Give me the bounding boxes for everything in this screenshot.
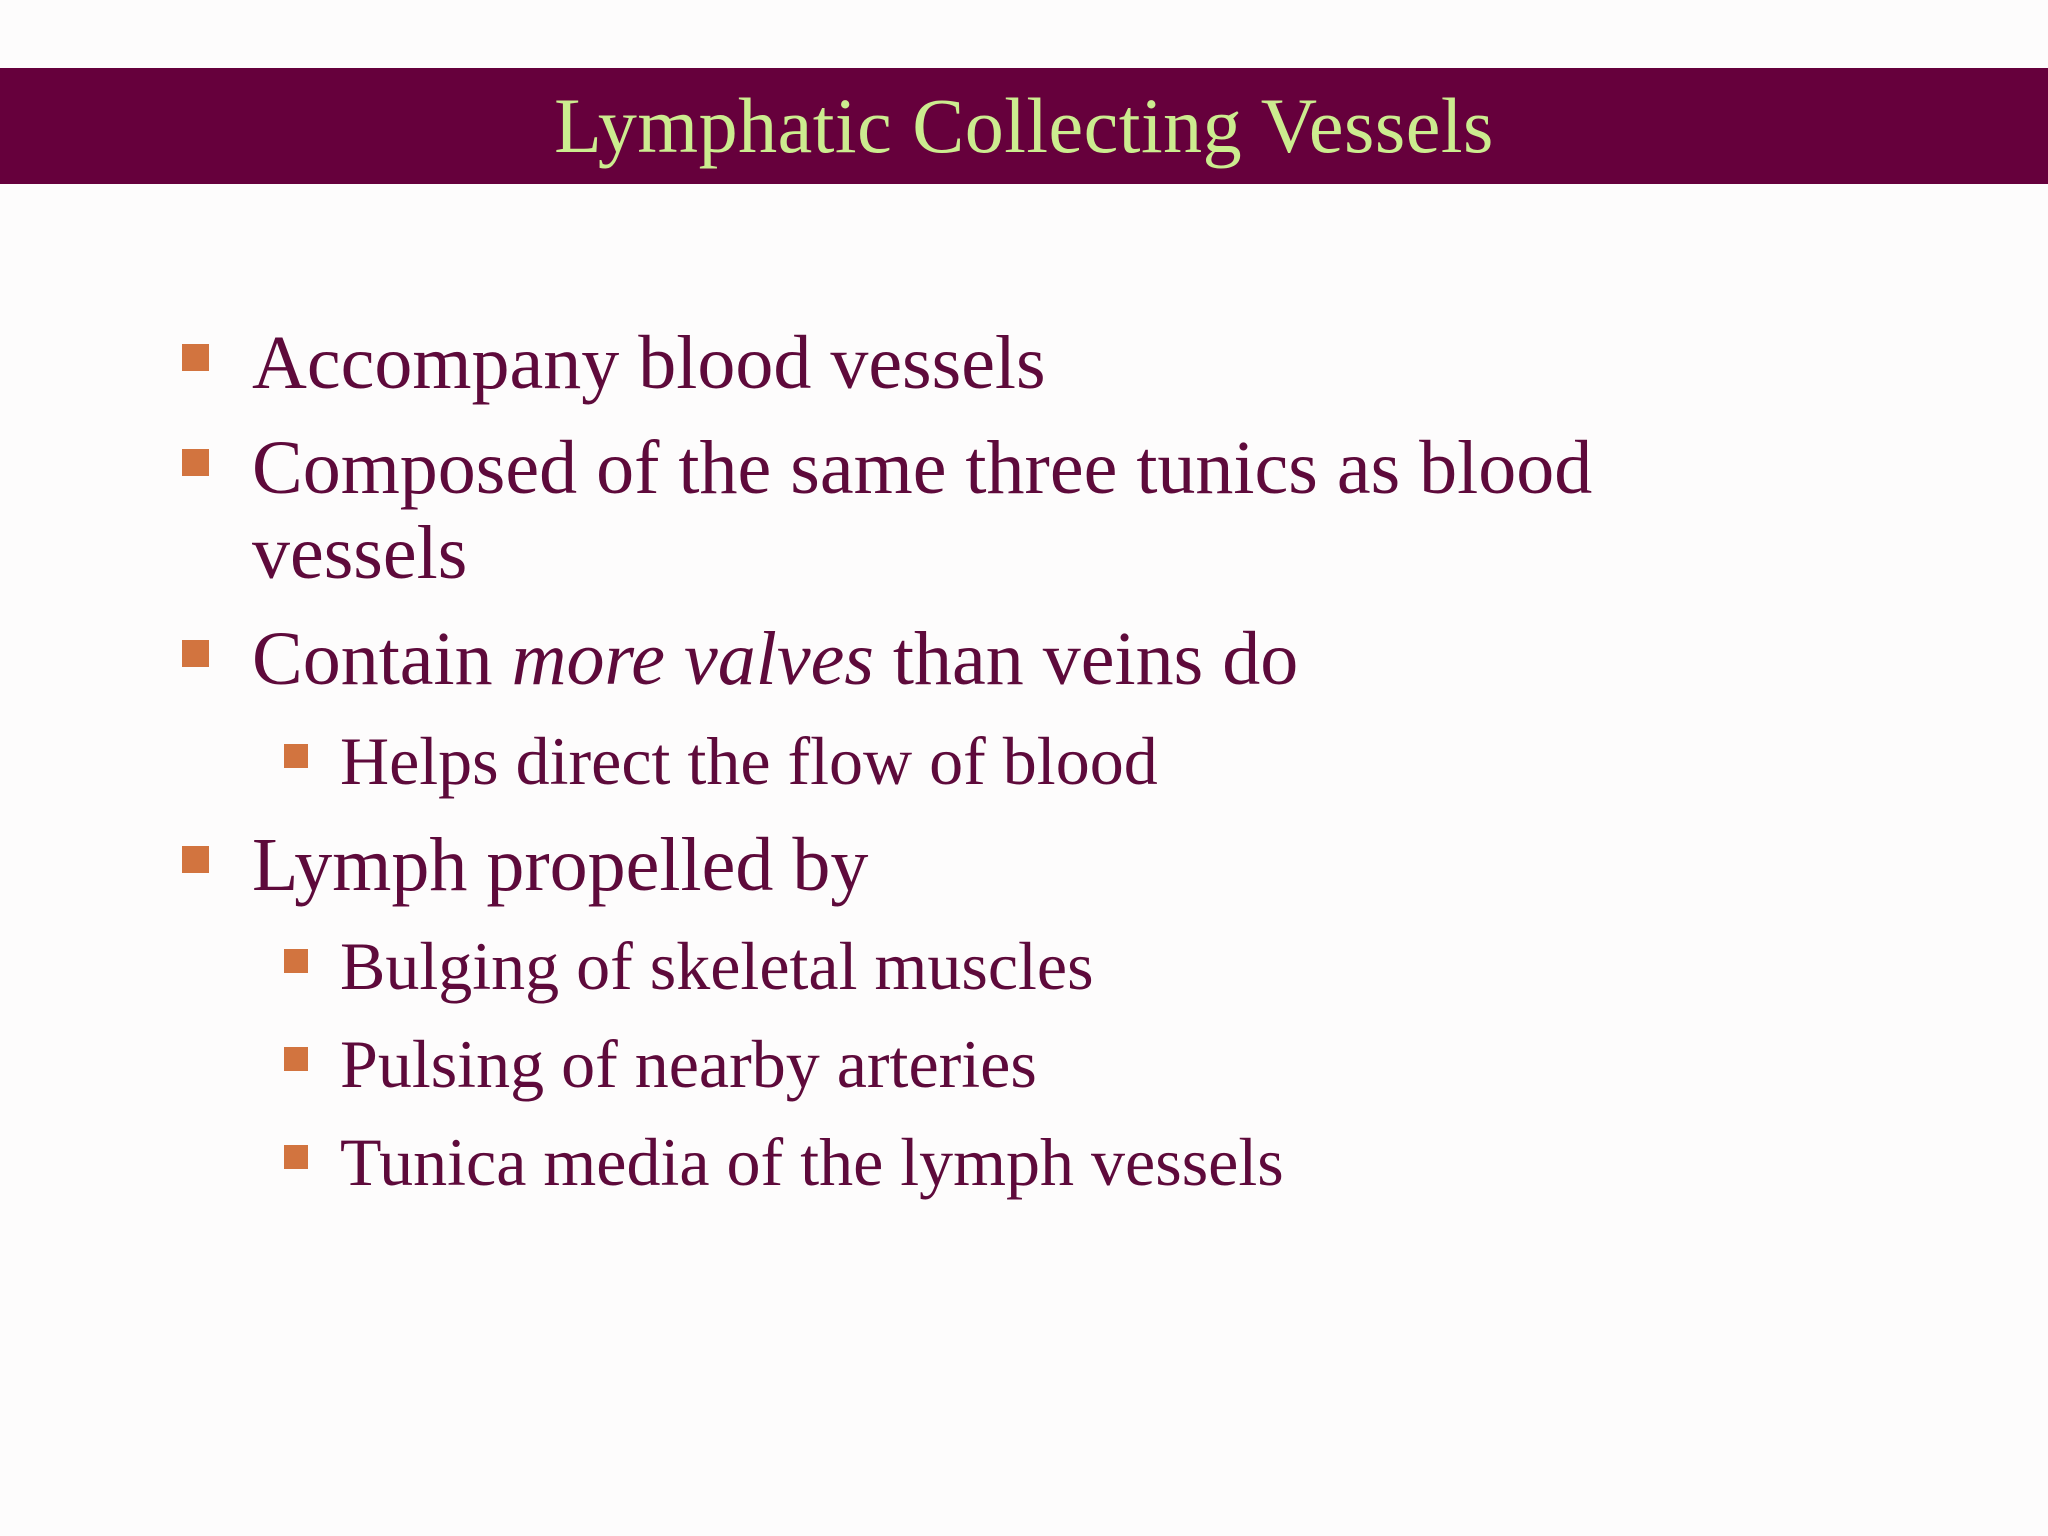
square-bullet-icon — [182, 449, 209, 476]
sub-bullet-text: Pulsing of nearby arteries — [340, 1026, 1037, 1102]
square-bullet-icon — [284, 744, 308, 768]
slide-title: Lymphatic Collecting Vessels — [554, 82, 1494, 169]
bullet-item-contain — [252, 614, 1298, 704]
bullet-text: Lymph propelled by — [252, 823, 869, 907]
sub-bullet-item-bulging — [340, 925, 1094, 1007]
bullet-item-accompany — [252, 318, 1046, 408]
bullet-item-lymph — [252, 820, 868, 910]
square-bullet-icon — [182, 846, 209, 873]
square-bullet-icon — [182, 344, 209, 371]
bullet-item-composed — [252, 423, 1592, 513]
bullet-item-composed-continuation — [252, 508, 467, 598]
sub-bullet-text: Helps direct the flow of blood — [340, 723, 1158, 799]
square-bullet-icon — [284, 949, 308, 973]
square-bullet-icon — [182, 640, 209, 667]
sub-bullet-text: Bulging of skeletal muscles — [340, 928, 1094, 1004]
square-bullet-icon — [284, 1145, 308, 1169]
bullet-text-after: than veins do — [873, 617, 1299, 701]
sub-bullet-item-tunica — [340, 1121, 1284, 1203]
square-bullet-icon — [284, 1047, 308, 1071]
sub-bullet-item-helps — [340, 720, 1158, 802]
bullet-text-before: Contain — [252, 617, 512, 701]
bullet-text-line2: vessels — [252, 511, 468, 595]
bullet-text-emphasis: more valves — [511, 617, 874, 701]
bullet-text-line1: Composed of the same three tunics as blood — [252, 426, 1593, 510]
sub-bullet-item-pulsing — [340, 1023, 1037, 1105]
sub-bullet-text: Tunica media of the lymph vessels — [340, 1124, 1284, 1200]
bullet-text: Accompany blood vessels — [252, 321, 1046, 405]
